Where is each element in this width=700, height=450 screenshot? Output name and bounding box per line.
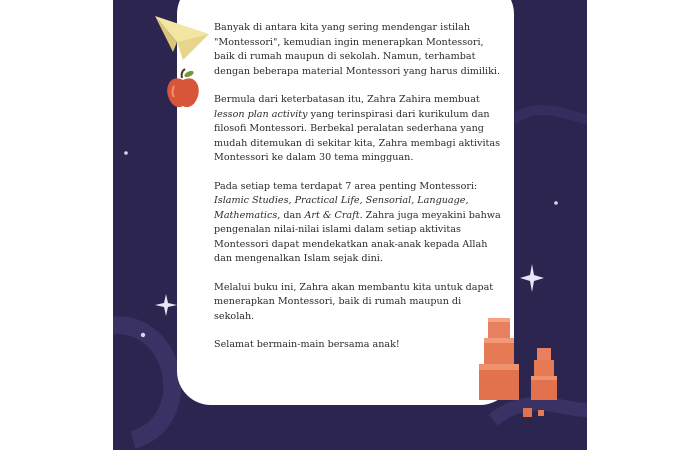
star-dot	[123, 150, 129, 156]
description-card	[177, 0, 514, 405]
paragraph-closing: Selamat bermain-main bersama anak!	[214, 339, 400, 350]
sparkle-icon	[520, 264, 544, 292]
star-dot	[553, 200, 559, 206]
paper-plane-icon	[153, 12, 211, 62]
paragraph-areas: Pada setiap tema terdapat 7 area penting Montessori: Islamic Studies, Practical Life, Sensorial, Language, Mathematics, dan Art & Craft. Zahra juga meyakini bahwa pengenalan nilai-nilai islami dalam setiap aktivitas Montessori dapat mendekatkan anak-anak kepada Allah dan mengenalkan Islam sejak dini.	[214, 180, 501, 264]
sparkle-icon	[155, 294, 177, 316]
paragraph-intro: Banyak di antara kita yang sering mendengar istilah "Montessori", kemudian ingin menerapkan Montessori, baik di rumah maupun di sekolah. Namun, terhambat dengan beberapa material Montessori yang harus dimiliki.	[214, 22, 501, 77]
back-cover	[113, 0, 587, 450]
paragraph-purpose: Melalui buku ini, Zahra akan membantu kita untuk dapat menerapkan Montessori, baik di rumah maupun di sekolah.	[214, 281, 494, 322]
apple-icon	[165, 68, 201, 110]
pink-tower-blocks-icon	[473, 308, 587, 428]
star-dot	[140, 332, 146, 338]
paragraph-origin: Bermula dari keterbatasan itu, Zahra Zahira membuat lesson plan activity yang terinspirasi dari kurikulum dan filosofi Montessori. Berbekal peralatan sederhana yang mudah ditemukan di sekitar kita, Zahra membagi aktivitas Montessori ke dalam 30 tema mingguan.	[214, 94, 501, 163]
